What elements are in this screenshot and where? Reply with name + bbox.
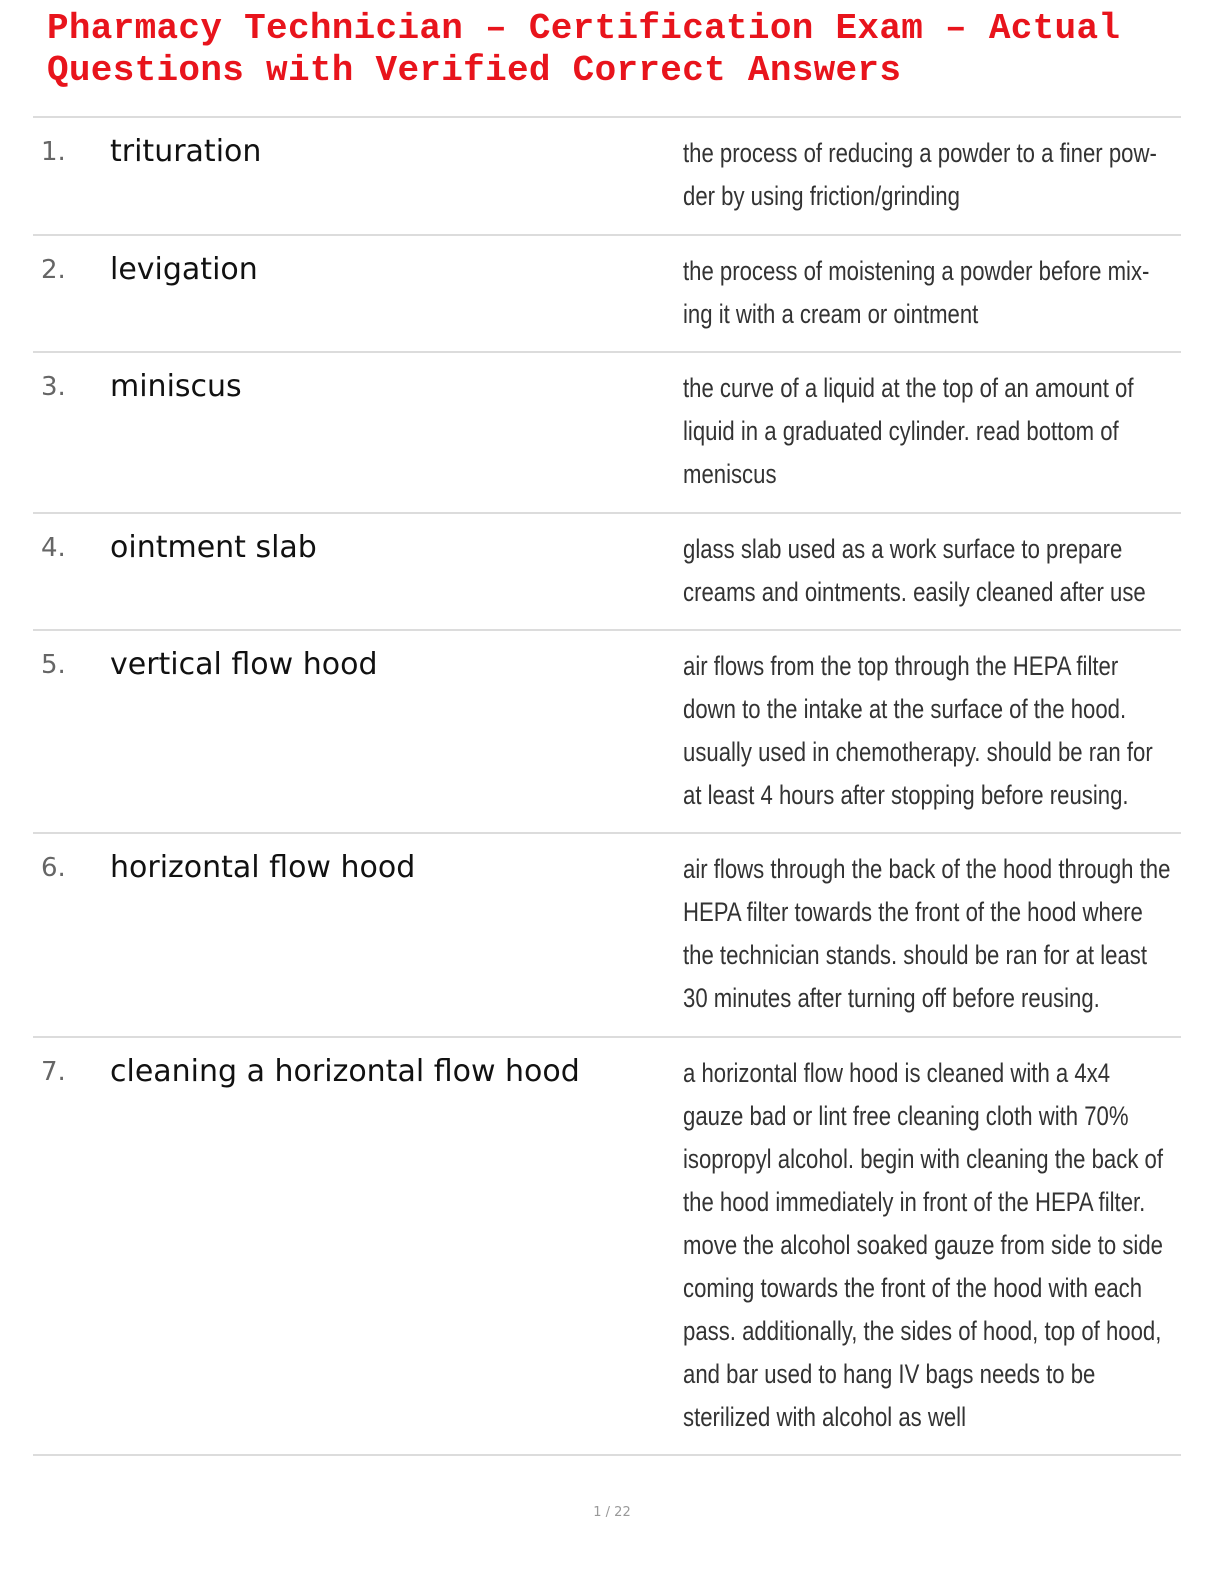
row-number: 5. — [41, 650, 66, 680]
table-row — [33, 631, 1181, 834]
page-indicator: 1 / 22 — [593, 1505, 631, 1520]
document-title-line-2: Questions with Verified Correct Answers — [47, 50, 902, 91]
term: trituration — [110, 134, 262, 169]
term: cleaning a horizontal flow hood — [110, 1054, 580, 1089]
document-title — [47, 8, 1197, 92]
table-row — [33, 514, 1181, 631]
table-row — [33, 834, 1181, 1038]
term: vertical flow hood — [110, 647, 378, 682]
term: levigation — [110, 252, 258, 287]
definition: the process of moistening a powder before mix-ing it with a cream or ointment — [683, 256, 1150, 329]
definition: the curve of a liquid at the top of an amount of liquid in a graduated cylinder. read bottom of meniscus — [683, 373, 1134, 489]
definition: air flows from the top through the HEPA filter down to the intake at the surface of the hood. usually used in chemotherapy. should be ran for at least 4 hours after stopping before reusing. — [683, 651, 1153, 810]
flashcard-table — [33, 116, 1181, 1456]
row-number: 4. — [41, 533, 66, 563]
definition: a horizontal flow hood is cleaned with a 4x4 gauze bad or lint free cleaning cloth with 70% isopropyl alcohol. begin with cleaning the back of the hood immediately in front of the HEPA filter. move the alcohol soaked gauze from side to side coming towards the front of the hood with each pass. additionally, the sides of hood, top of hood, and bar used to hang IV bags needs to be sterilized with alcohol as well — [683, 1058, 1164, 1432]
table-row — [33, 236, 1181, 353]
term: horizontal flow hood — [110, 850, 416, 885]
row-number: 7. — [41, 1057, 66, 1087]
row-number: 6. — [41, 853, 66, 883]
document-title-line-1: Pharmacy Technician – Certification Exam – Actual — [47, 8, 1121, 49]
term: ointment slab — [110, 530, 317, 565]
row-number: 2. — [41, 255, 66, 285]
table-row — [33, 353, 1181, 514]
definition: air flows through the back of the hood through the HEPA filter towards the front of the hood where the technician stands. should be ran for at least 30 minutes after turning off before reusing. — [683, 854, 1171, 1013]
row-number: 1. — [41, 137, 66, 167]
definition: the process of reducing a powder to a finer pow-der by using friction/grinding — [683, 138, 1157, 211]
table-row — [33, 118, 1181, 236]
table-row — [33, 1038, 1181, 1456]
row-number: 3. — [41, 372, 66, 402]
definition: glass slab used as a work surface to prepare creams and ointments. easily cleaned after use — [683, 534, 1146, 607]
term: miniscus — [110, 369, 242, 404]
